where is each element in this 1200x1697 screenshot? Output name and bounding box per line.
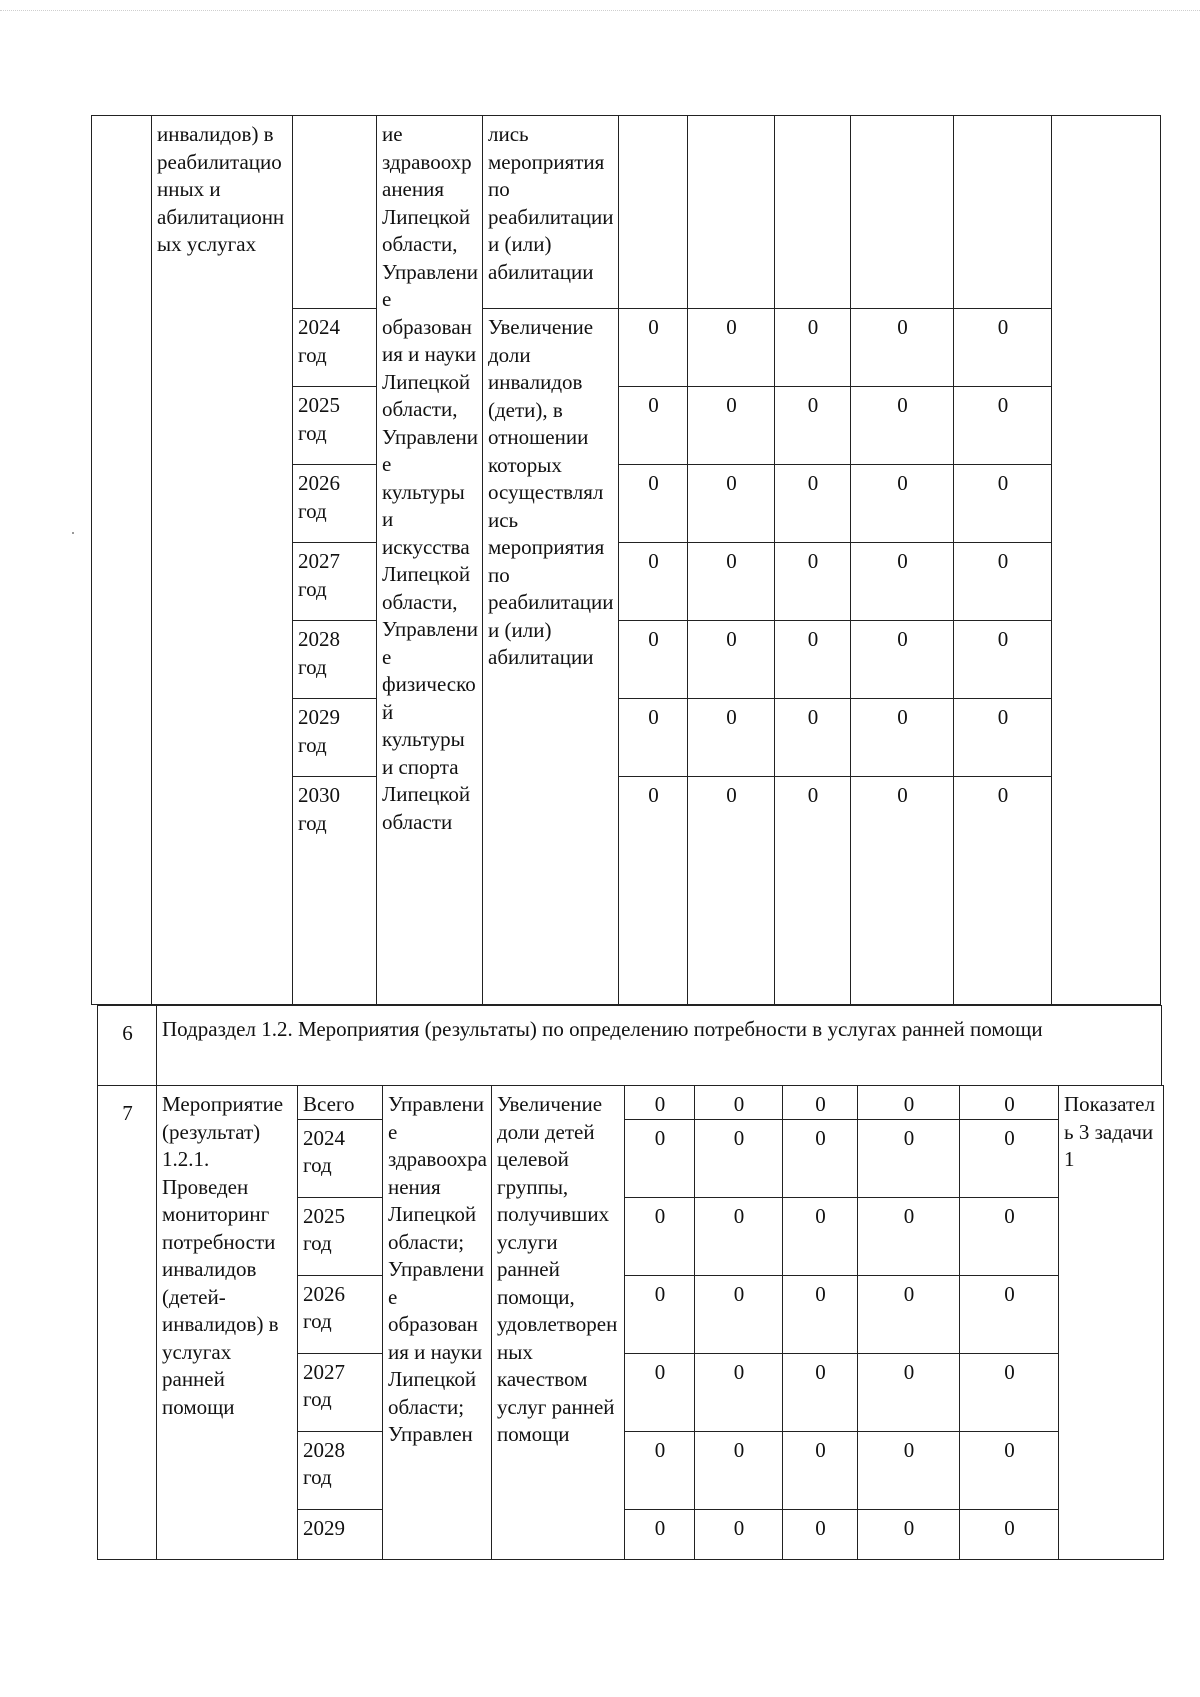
measures-table-part2: [97, 1085, 1164, 1560]
year-cell: 2026 год: [298, 1275, 383, 1353]
value-cell: 0: [619, 309, 688, 387]
value-cell: 0: [851, 309, 954, 387]
value-cell: 0: [775, 309, 851, 387]
value-cell: 0: [688, 699, 775, 777]
indicator-description: Увеличение доли инвалидов (дети), в отношении которых осуществлялись мероприятия по реабилитации и (или) абилитации: [483, 309, 619, 1005]
value-cell: 0: [954, 465, 1052, 543]
value-cell: 0: [688, 387, 775, 465]
value-cell: 0: [688, 309, 775, 387]
year-cell: 2024 год: [293, 309, 377, 387]
value-cell: [688, 116, 775, 309]
value-cell: 0: [851, 777, 954, 1005]
year-cell: 2029 год: [293, 699, 377, 777]
value-cell: 0: [783, 1275, 858, 1353]
responsible-executors: ие здравоохранения Липецкой области, Управление образования и науки Липецкой области, Управление культуры и искусства Липецкой области, Управление физической культуры и спорта Липецкой области: [377, 116, 483, 1005]
value-cell: [775, 116, 851, 309]
measure-description: инвалидов) в реабилитационных и абилитационных услугах: [152, 116, 293, 1005]
value-cell: 0: [619, 621, 688, 699]
value-cell: 0: [775, 465, 851, 543]
value-cell: 0: [625, 1509, 695, 1559]
year-cell: 2025 год: [298, 1197, 383, 1275]
value-cell: 0: [851, 465, 954, 543]
value-cell: 0: [619, 387, 688, 465]
value-cell: 0: [625, 1431, 695, 1509]
value-cell: 0: [688, 777, 775, 1005]
value-cell: 0: [625, 1086, 695, 1120]
value-cell: 0: [954, 777, 1052, 1005]
indicator-description: Увеличение доли детей целевой группы, получивших услуги ранней помощи, удовлетворенных качеством услуг ранней помощи: [492, 1086, 625, 1560]
value-cell: 0: [625, 1275, 695, 1353]
responsible-executors: Управление здравоохранения Липецкой области; Управление образования и науки Липецкой области; Управлен: [383, 1086, 492, 1560]
value-cell: 0: [695, 1509, 783, 1559]
value-cell: [619, 116, 688, 309]
row-number: 6: [98, 1006, 157, 1086]
value-cell: 0: [625, 1353, 695, 1431]
value-cell: 0: [960, 1119, 1059, 1197]
year-cell: 2027 год: [298, 1353, 383, 1431]
value-cell: 0: [695, 1086, 783, 1120]
value-cell: 0: [775, 699, 851, 777]
value-cell: 0: [858, 1353, 960, 1431]
value-cell: 0: [619, 699, 688, 777]
measures-table-part1: [91, 115, 1161, 1005]
value-cell: [954, 116, 1052, 309]
subsection-table: [97, 1005, 1162, 1086]
value-cell: 0: [619, 543, 688, 621]
subsection-title: Подраздел 1.2. Мероприятия (результаты) по определению потребности в услугах ранней помощи: [157, 1006, 1162, 1086]
row-number: 7: [98, 1086, 157, 1560]
value-cell: 0: [954, 699, 1052, 777]
value-cell: 0: [954, 309, 1052, 387]
value-cell: 0: [688, 543, 775, 621]
value-cell: 0: [619, 465, 688, 543]
row-number-cell: [92, 116, 152, 1005]
indicator-reference: Показатель 3 задачи 1: [1059, 1086, 1164, 1560]
value-cell: 0: [960, 1086, 1059, 1120]
value-cell: 0: [858, 1197, 960, 1275]
value-cell: 0: [775, 621, 851, 699]
scan-edge: [0, 10, 1200, 11]
value-cell: 0: [695, 1275, 783, 1353]
indicator-continuation: лись мероприятия по реабилитации и (или) абилитации: [483, 116, 619, 309]
year-cell: 2026 год: [293, 465, 377, 543]
note-cell: [1052, 116, 1161, 1005]
value-cell: 0: [783, 1509, 858, 1559]
value-cell: 0: [695, 1353, 783, 1431]
year-cell: 2030 год: [293, 777, 377, 1005]
value-cell: 0: [858, 1086, 960, 1120]
value-cell: 0: [954, 387, 1052, 465]
value-cell: 0: [954, 543, 1052, 621]
measure-description: Мероприятие (результат) 1.2.1. Проведен мониторинг потребности инвалидов (детей-инвалидов) в услугах ранней помощи: [157, 1086, 298, 1560]
year-cell: Всего: [298, 1086, 383, 1120]
value-cell: 0: [625, 1119, 695, 1197]
value-cell: 0: [858, 1275, 960, 1353]
value-cell: 0: [695, 1119, 783, 1197]
value-cell: 0: [688, 621, 775, 699]
value-cell: 0: [960, 1509, 1059, 1559]
value-cell: 0: [783, 1119, 858, 1197]
year-cell: 2029: [298, 1509, 383, 1559]
year-cell: 2027 год: [293, 543, 377, 621]
value-cell: 0: [775, 387, 851, 465]
value-cell: 0: [625, 1197, 695, 1275]
value-cell: 0: [775, 543, 851, 621]
value-cell: 0: [619, 777, 688, 1005]
value-cell: 0: [960, 1275, 1059, 1353]
year-cell: 2028 год: [293, 621, 377, 699]
value-cell: 0: [695, 1431, 783, 1509]
value-cell: 0: [783, 1353, 858, 1431]
value-cell: 0: [775, 777, 851, 1005]
year-cell: 2028 год: [298, 1431, 383, 1509]
value-cell: 0: [858, 1119, 960, 1197]
value-cell: 0: [688, 465, 775, 543]
value-cell: 0: [783, 1197, 858, 1275]
value-cell: 0: [783, 1086, 858, 1120]
value-cell: 0: [960, 1431, 1059, 1509]
value-cell: 0: [851, 621, 954, 699]
value-cell: 0: [960, 1353, 1059, 1431]
value-cell: 0: [960, 1197, 1059, 1275]
value-cell: 0: [695, 1197, 783, 1275]
value-cell: 0: [954, 621, 1052, 699]
year-cell-empty: [293, 116, 377, 309]
scan-speck: [72, 532, 74, 534]
value-cell: 0: [851, 387, 954, 465]
value-cell: 0: [858, 1509, 960, 1559]
value-cell: 0: [783, 1431, 858, 1509]
value-cell: 0: [858, 1431, 960, 1509]
year-cell: 2025 год: [293, 387, 377, 465]
value-cell: 0: [851, 543, 954, 621]
year-cell: 2024 год: [298, 1119, 383, 1197]
value-cell: 0: [851, 699, 954, 777]
value-cell: [851, 116, 954, 309]
